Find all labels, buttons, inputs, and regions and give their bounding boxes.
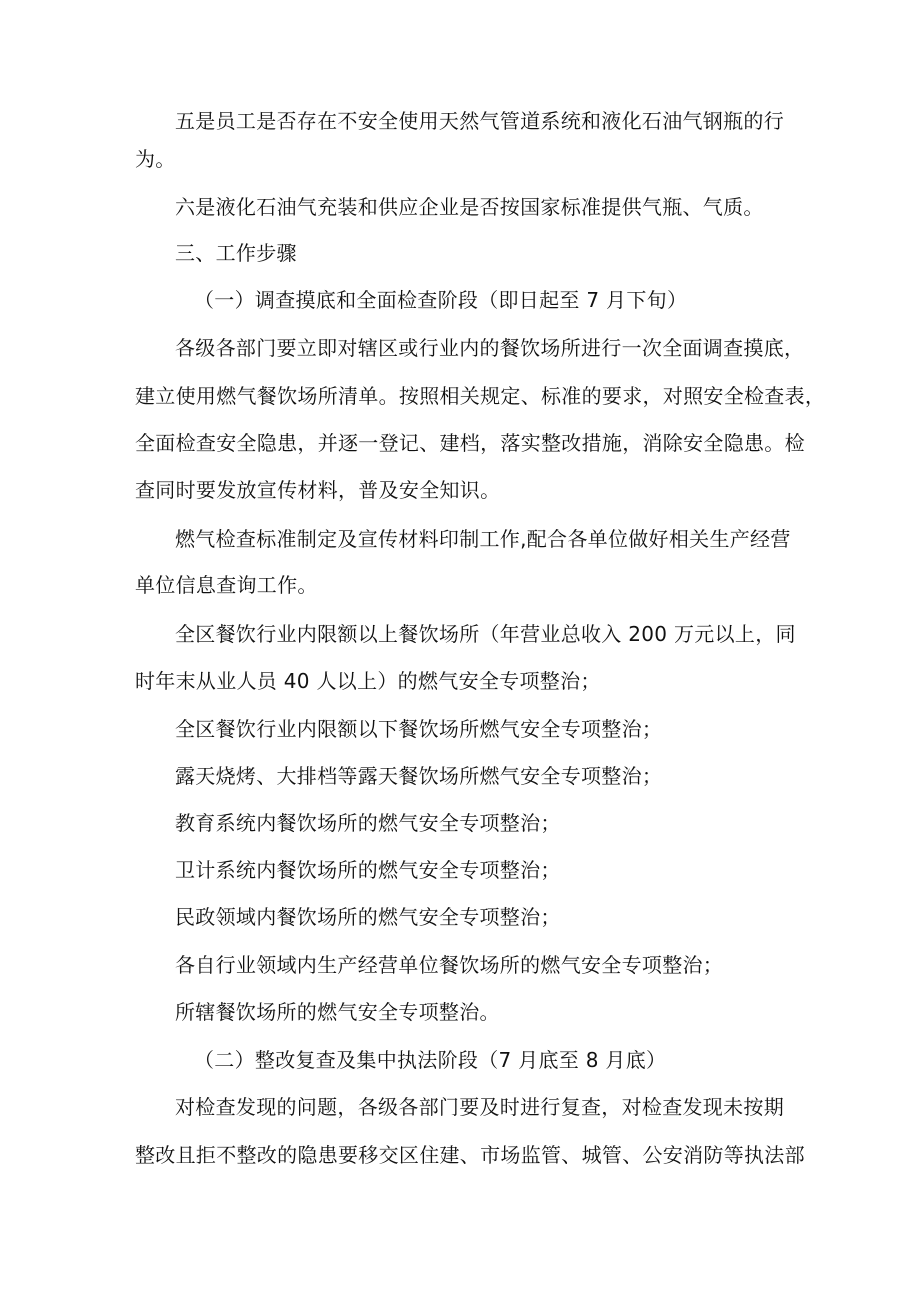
list-item: 露天烧烤、大排档等露天餐饮场所燃气安全专项整治； <box>175 764 663 788</box>
list-item: 教育系统内餐饮场所的燃气安全专项整治； <box>175 811 561 835</box>
paragraph-line: 全面检查安全隐患，并逐一登记、建档，落实整改措施，消除安全隐患。检 <box>135 431 805 455</box>
paragraph-line: 时年末从业人员 40 人以上）的燃气安全专项整治； <box>135 669 601 693</box>
list-item: 民政领域内餐饮场所的燃气安全专项整治； <box>175 905 561 929</box>
paragraph-line: 单位信息查询工作。 <box>135 573 318 597</box>
paragraph-line: 六是液化石油气充装和供应企业是否按国家标准提供气瓶、气质。 <box>175 195 764 219</box>
paragraph-line: 整改且拒不整改的隐患要移交区住建、市场监管、城管、公安消防等执法部 <box>135 1143 805 1167</box>
list-item: 各自行业领域内生产经营单位餐饮场所的燃气安全专项整治； <box>175 953 724 977</box>
list-item: 卫计系统内餐饮场所的燃气安全专项整治； <box>175 858 561 882</box>
subsection-heading: （二）整改复查及集中执法阶段（7 月底至 8 月底） <box>194 1048 667 1072</box>
paragraph-line: 建立使用燃气餐饮场所清单。按照相关规定、标准的要求，对照安全检查表， <box>135 384 826 408</box>
section-heading: 三、工作步骤 <box>175 241 297 265</box>
list-item: 全区餐饮行业内限额以下餐饮场所燃气安全专项整治； <box>175 717 663 741</box>
paragraph-line: 查同时要发放宣传材料，普及安全知识。 <box>135 478 501 502</box>
paragraph-line: 全区餐饮行业内限额以上餐饮场所（年营业总收入 200 万元以上，同 <box>175 622 796 646</box>
paragraph-line: 各级各部门要立即对辖区或行业内的餐饮场所进行一次全面调查摸底， <box>175 336 805 360</box>
subsection-heading: （一）调查摸底和全面检查阶段（即日起至 7 月下旬） <box>194 288 688 312</box>
paragraph-line: 五是员工是否存在不安全使用天然气管道系统和液化石油气钢瓶的行 <box>175 109 784 133</box>
list-item: 所辖餐饮场所的燃气安全专项整治。 <box>175 1000 500 1024</box>
paragraph-line: 对检查发现的问题，各级各部门要及时进行复查，对检查发现未按期 <box>175 1095 784 1119</box>
paragraph-line: 燃气检查标准制定及宣传材料印制工作,配合各单位做好相关生产经营 <box>175 527 791 551</box>
paragraph-line: 为。 <box>135 147 176 171</box>
